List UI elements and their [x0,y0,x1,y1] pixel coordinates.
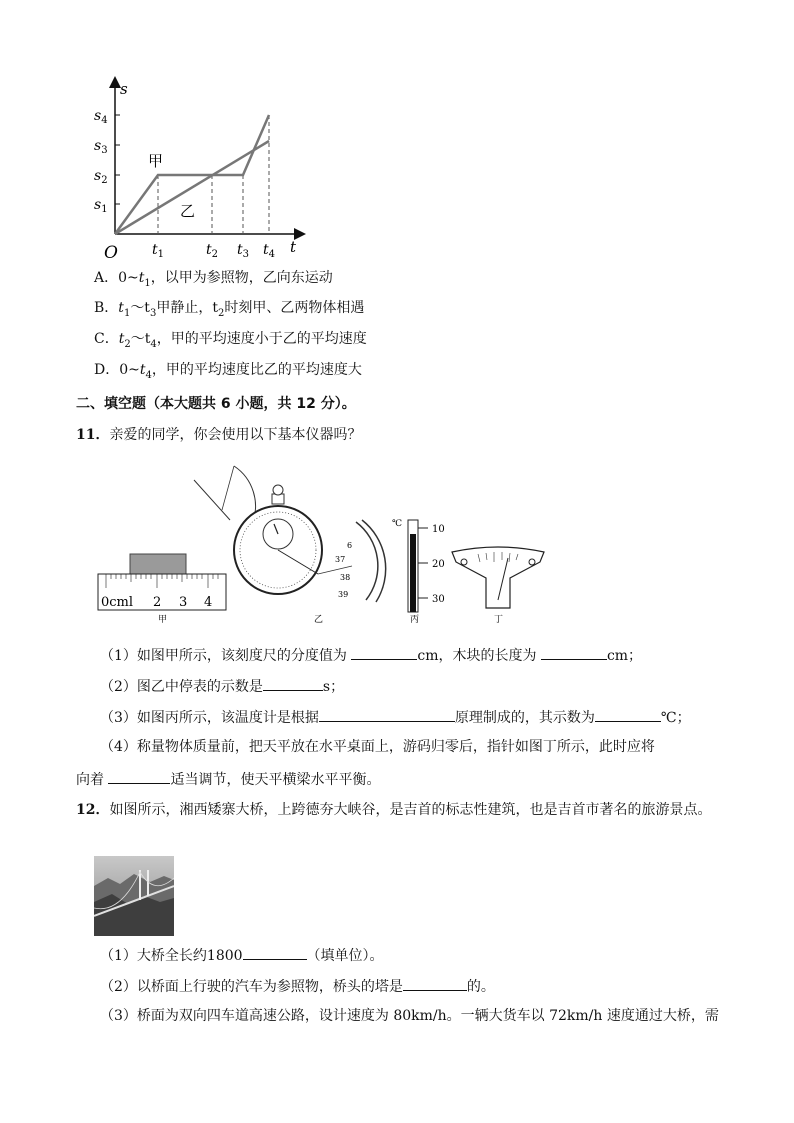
section-heading: 二、填空题（本大题共 6 小题，共 12 分）。 [76,396,356,412]
x-axis-label: t [290,238,297,256]
option-d: D．$0\sim t_4$，甲的平均速度比乙的平均速度大 [94,362,362,381]
svg-text:t1: $t_1$ [152,242,165,260]
answer-blank[interactable] [319,706,455,722]
instruments-figure [94,462,554,624]
svg-text:10: 10 [432,524,445,535]
svg-text:s4: $s_4$ [94,108,108,126]
svg-text:丁: 丁 [494,615,504,624]
answer-blank[interactable] [263,675,323,691]
svg-text:s3: $s_3$ [94,138,108,156]
answer-blank[interactable] [541,644,607,660]
svg-text:s2: $s_2$ [94,168,108,186]
q11-part-1: （1）如图甲所示，该刻度尺的分度值为 cm，木块的长度为 cm； [100,644,642,666]
q12-stem: 12．如图所示，湘西矮寨大桥，上跨德夯大峡谷，是吉首的标志性建筑，也是吉首市著名的旅游景点。 [76,802,712,818]
svg-text:2: 2 [153,595,162,610]
q11-part-3: （3）如图丙所示，该温度计是根据 原理制成的，其示数为 ℃； [100,706,691,728]
ruler-figure [98,554,226,624]
yi-line [115,141,269,234]
q11-part-4-cont: 向着 适当调节，使天平横梁水平平衡。 [76,768,380,790]
option-b: B．$t_1\sim t_3$甲静止，$t_2$时刻甲、乙两物体相遇 [94,300,365,319]
q12-part-2: （2）以桥面上行驶的汽车为参照物，桥头的塔是 的。 [100,975,495,997]
svg-text:t2: $t_2$ [206,242,219,260]
answer-blank[interactable] [403,975,467,991]
svg-text:20: 20 [432,559,445,570]
svg-text:t4: $t_4$ [263,242,276,260]
option-c: C．$t_2\sim t_4$，甲的平均速度小于乙的平均速度 [94,331,367,350]
answer-blank[interactable] [351,644,417,660]
svg-text:4: 4 [204,595,213,610]
option-a: A．$0\sim t_1$，以甲为参照物，乙向东运动 [94,270,333,289]
svg-text:t3: $t_3$ [237,242,250,260]
q12-part-3: （3）桥面为双向四车道高速公路，设计速度为 80km/h。一辆大货车以 72km/h 速度通过大桥，需 [100,1008,719,1024]
thermometer-figure [392,519,445,624]
answer-blank[interactable] [108,768,170,784]
balance-pointer-figure [452,547,544,624]
answer-blank[interactable] [243,944,307,960]
label-yi: 乙 [180,202,196,220]
origin-label: O [104,243,118,263]
svg-text:39: 39 [338,590,349,599]
svg-text:37: 37 [335,555,346,564]
svg-text:s1: $s_1$ [94,197,108,215]
answer-blank[interactable] [595,706,661,722]
bridge-photo [94,856,174,936]
label-jia: 甲 [148,152,164,170]
svg-text:乙: 乙 [314,615,324,624]
q11-stem: 11．亲爱的同学，你会使用以下基本仪器吗？ [76,427,362,443]
s-t-graph [90,76,310,266]
y-axis-label: s [120,80,128,98]
svg-text:3: 3 [179,595,188,610]
svg-text:38: 38 [340,573,351,582]
svg-text:℃: ℃ [392,519,403,529]
svg-text:甲: 甲 [158,615,168,624]
svg-text:丙: 丙 [410,615,420,624]
svg-text:6: 6 [347,541,353,550]
q12-part-1: （1）大桥全长约1800 （填单位）。 [100,944,384,966]
q11-part-2: （2）图乙中停表的示数是 s； [100,675,344,697]
q11-part-4: （4）称量物体质量前，把天平放在水平桌面上，游码归零后，指针如图丁所示，此时应将 [100,739,655,755]
svg-text:30: 30 [432,594,445,605]
svg-text:0cml: 0cml [101,595,134,610]
